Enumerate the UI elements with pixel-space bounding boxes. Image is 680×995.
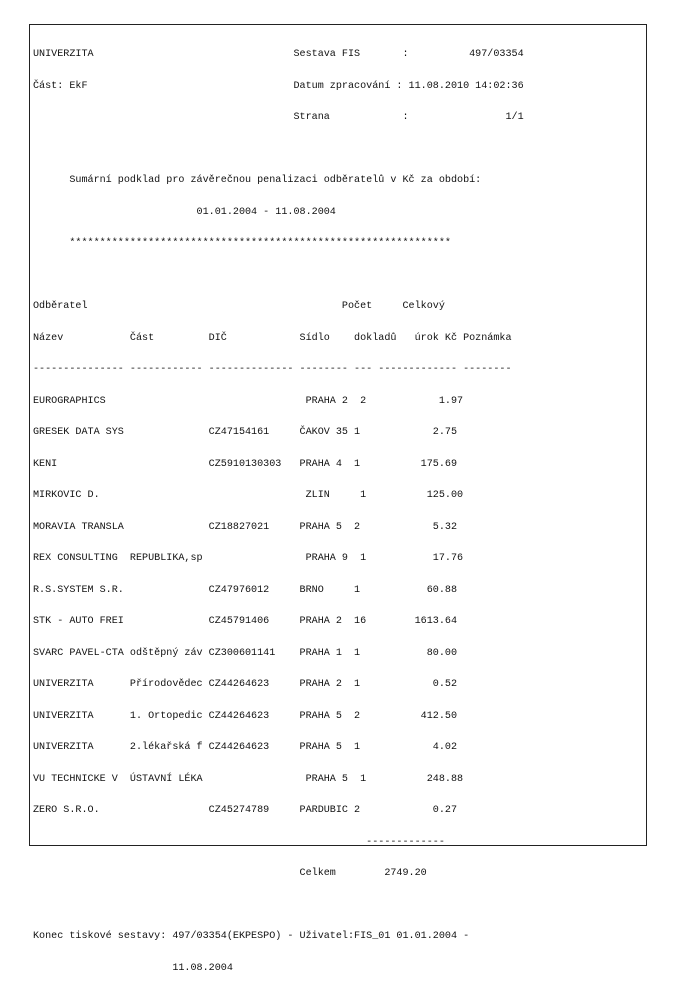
table-row: MIRKOVIC D. ZLIN 1 125.00 xyxy=(33,490,464,501)
report-text xyxy=(33,29,524,995)
table-row: KENI CZ5910130303 PRAHA 4 1 175.69 xyxy=(33,458,458,470)
table-row: MORAVIA TRANSLA CZ18827021 PRAHA 5 2 5.32 xyxy=(33,521,458,533)
report-header-line: Strana : 1/1 xyxy=(33,112,524,123)
table-row: UNIVERZITA 2.lékařská f CZ44264623 PRAHA 5 1 4.02 xyxy=(33,742,458,753)
table-header-line: Název Část DIČ Sídlo dokladů úrok Kč Poznámka xyxy=(33,332,512,344)
table-row: ZERO S.R.O. CZ45274789 PARDUBIC 2 0.27 xyxy=(33,805,458,816)
blank-line xyxy=(33,901,524,912)
report-header-line: UNIVERZITA Sestava FIS : 497/03354 xyxy=(33,49,524,60)
total-line: Celkem 2749.20 xyxy=(33,868,427,879)
table-row: SVARC PAVEL-CTA odštěpný záv CZ300601141 PRAHA 1 1 80.00 xyxy=(33,647,458,659)
table-row: UNIVERZITA Přírodovědec CZ44264623 PRAHA 2 1 0.52 xyxy=(33,679,458,690)
table-row: EUROGRAPHICS PRAHA 2 2 1.97 xyxy=(33,395,464,407)
table-row: R.S.SYSTEM S.R. CZ47976012 BRNO 1 60.88 xyxy=(33,584,458,596)
table-row: STK - AUTO FREI CZ45791406 PRAHA 2 16 1613.64 xyxy=(33,616,458,627)
title-underline: *************************************************************** xyxy=(33,238,451,249)
blank-line xyxy=(33,145,524,156)
report-period-line: 01.01.2004 - 11.08.2004 xyxy=(33,206,336,218)
report-title-line: Sumární podklad pro závěrečnou penalizaci odběratelů v Kč za období: xyxy=(33,175,482,186)
report-page xyxy=(29,24,647,974)
total-separator: ------------- xyxy=(33,836,445,848)
table-header-line: Odběratel Počet Celkový xyxy=(33,301,445,312)
table-row: GRESEK DATA SYS CZ47154161 ČAKOV 35 1 2.75 xyxy=(33,427,458,438)
table-row: UNIVERZITA 1. Ortopedic CZ44264623 PRAHA 5 2 412.50 xyxy=(33,710,458,722)
report-footer-line: 11.08.2004 xyxy=(33,962,233,974)
table-row: REX CONSULTING REPUBLIKA,sp PRAHA 9 1 17.76 xyxy=(33,553,464,564)
blank-line xyxy=(33,271,524,282)
table-row: VU TECHNICKE V ÚSTAVNÍ LÉKA PRAHA 5 1 248.88 xyxy=(33,773,464,785)
report-header-line: Část: EkF Datum zpracování : 11.08.2010 14:02:36 xyxy=(33,80,524,92)
report-footer-line: Konec tiskové sestavy: 497/03354(EKPESPO) - Uživatel:FIS_01 01.01.2004 - xyxy=(33,931,470,942)
table-header-separator: --------------- ------------ -------------- -------- --- ------------- -------- xyxy=(33,364,512,375)
